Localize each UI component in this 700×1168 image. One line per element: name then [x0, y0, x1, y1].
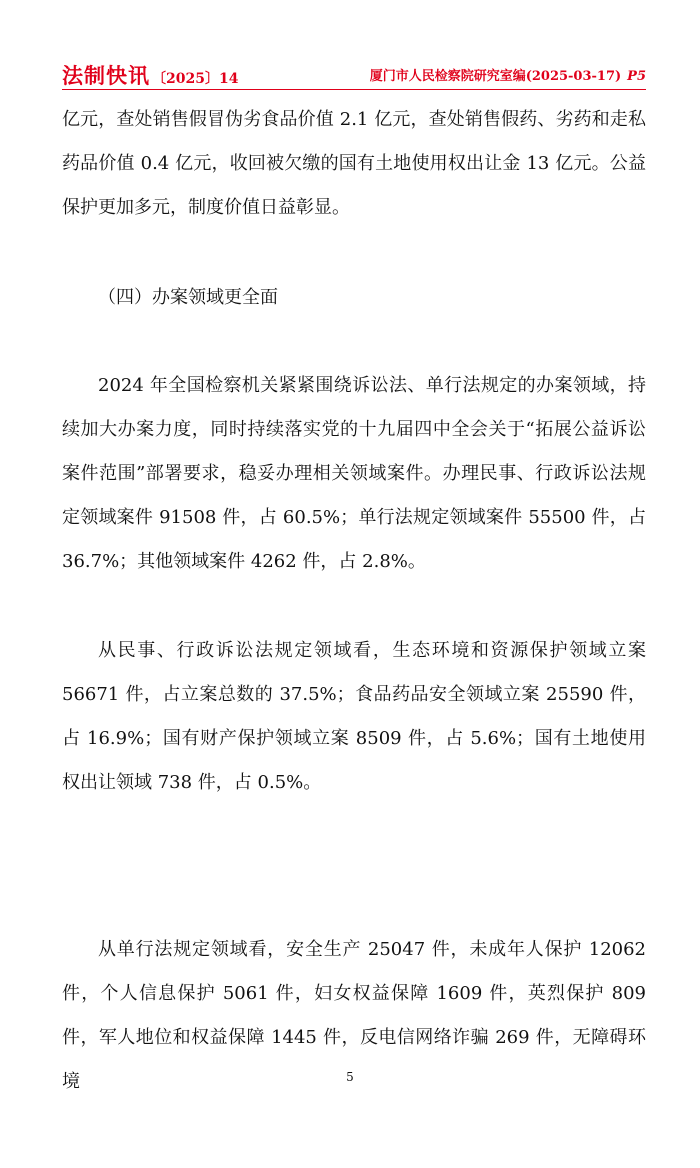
page-header	[62, 60, 646, 88]
section-heading: （四）办案领域更全面	[98, 287, 278, 308]
issue-number: 〔2025〕14	[152, 71, 239, 87]
body-paragraph-litigation-areas: 从民事、行政诉讼法规定领域看，生态环境和资源保护领域立案 56671 件，占立案总数的 37.5%；食品药品安全领域立案 25590 件，占 16.9%；国有财产保护领域立案 8509 件，占 5.6%；国有土地使用权出让领域 738 件，占 0.5%。	[62, 640, 646, 793]
publication-title: 法制快讯	[62, 63, 150, 88]
publication-masthead	[62, 60, 238, 90]
body-paragraph-special-law-areas: 从单行法规定领域看，安全生产 25047 件，未成年人保护 12062 件，个人信息保护 5061 件，妇女权益保障 1609 件，英烈保护 809 件，军人地位和权益保障 1445 件，反电信网络诈骗 269 件，无障碍环境	[62, 939, 646, 1092]
continuation-paragraph: 亿元，查处销售假冒伪劣食品价值 2.1 亿元，查处销售假药、劣药和走私药品价值 0.4 亿元，收回被欠缴的国有土地使用权出让金 13 亿元。公益保护更加多元，制度价值日益彰显。	[62, 109, 646, 218]
header-page-label: P5	[627, 69, 646, 84]
editor-and-date: 厦门市人民检察院研究室编(2025-03-17)	[369, 69, 622, 84]
publication-source	[370, 65, 646, 84]
page-number: 5	[346, 1070, 354, 1084]
header-divider	[62, 89, 646, 90]
body-paragraph-case-totals: 2024 年全国检察机关紧紧围绕诉讼法、单行法规定的办案领域，持续加大办案力度，同时持续落实党的十九届四中全会关于“拓展公益诉讼案件范围”部署要求，稳妥办理相关领域案件。办理民事、行政诉讼法规定领域案件 91508 件，占 60.5%；单行法规定领域案件 55500 件，占 36.7%；其他领域案件 4262 件，占 2.8%。	[62, 375, 646, 572]
